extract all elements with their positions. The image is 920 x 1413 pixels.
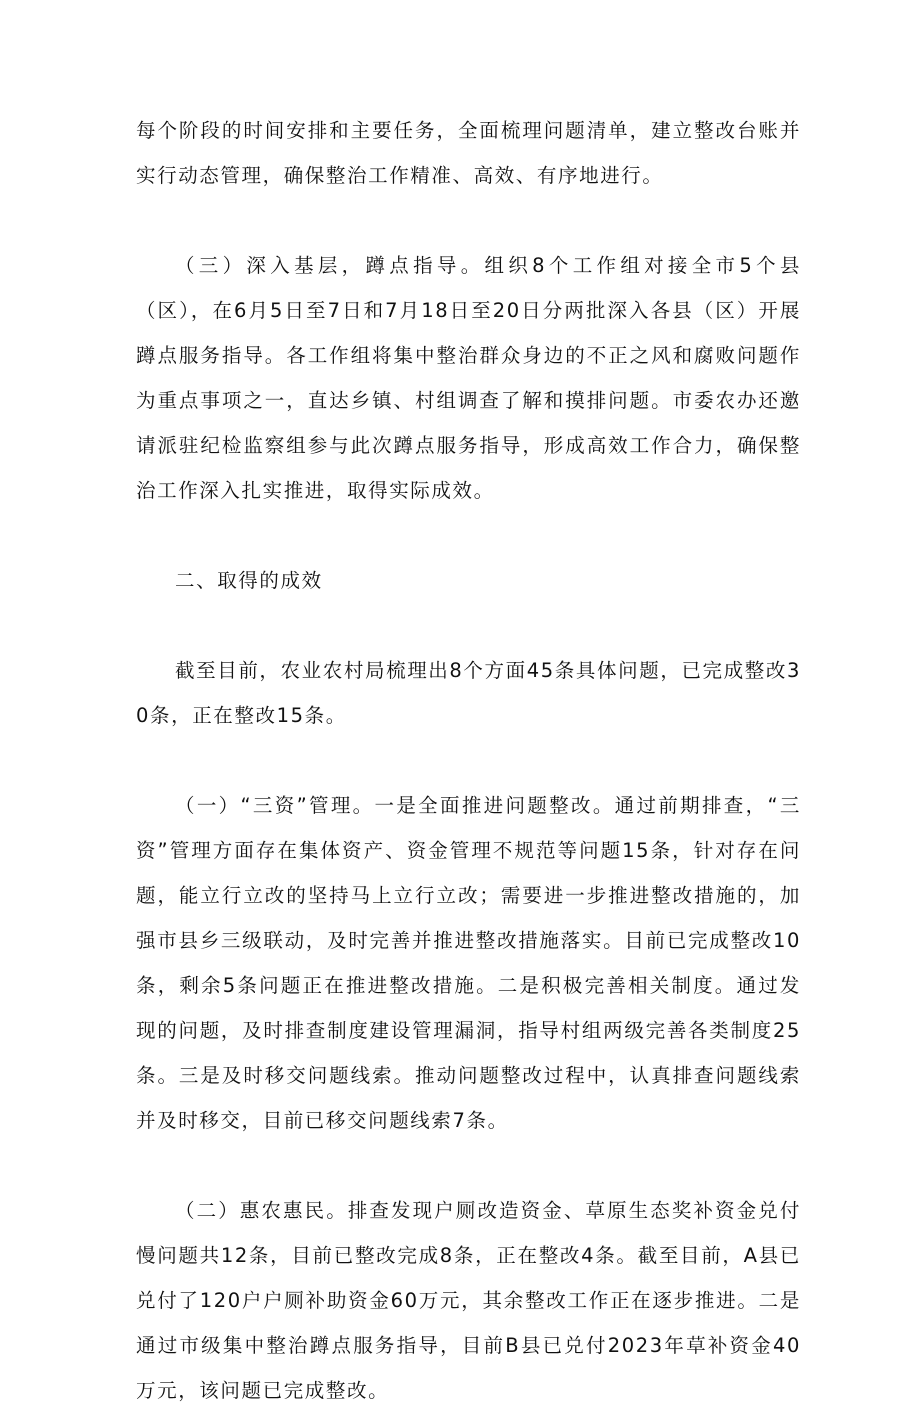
section-heading-achievements: 二、取得的成效	[175, 569, 323, 592]
paragraph-grassroots-guidance: （三）深入基层，蹲点指导。组织8个工作组对接全市5个县（区），在6月5日至7日和7月18日至20日分两批深入各县（区）开展蹲点服务指导。各工作组将集中整治群众身边的不正之风和腐败问题作为重点事项之一，直达乡镇、村组调查了解和摸排问题。市委农办还邀请派驻纪检监察组参与此次蹲点服务指导，形成高效工作合力，确保整治工作深入扎实推进，取得实际成效。	[136, 254, 801, 502]
paragraph-spacer	[136, 1143, 801, 1188]
paragraph-spacer	[136, 513, 801, 558]
paragraph-spacer	[136, 198, 801, 243]
document-body	[136, 108, 801, 1413]
paragraph-farmer-benefits: （二）惠农惠民。排查发现户厕改造资金、草原生态奖补资金兑付慢问题共12条，目前已整改完成8条，正在整改4条。截至目前，A县已兑付了120户户厕补助资金60万元，其余整改工作正在逐步推进。二是通过市级集中整治蹲点服务指导，目前B县已兑付2023年草补资金40万元，该问题已完成整改。	[136, 1199, 801, 1402]
paragraph-spacer	[136, 738, 801, 783]
paragraph-summary-progress: 截至目前，农业农村局梳理出8个方面45条具体问题，已完成整改30条，正在整改15条。	[136, 659, 801, 727]
paragraph-spacer	[136, 603, 801, 648]
paragraph-stage-arrangement: 每个阶段的时间安排和主要任务，全面梳理问题清单，建立整改台账并实行动态管理，确保整治工作精准、高效、有序地进行。	[136, 119, 801, 187]
paragraph-three-assets: （一）“三资”管理。一是全面推进问题整改。通过前期排查，“三资”管理方面存在集体资产、资金管理不规范等问题15条，针对存在问题，能立行立改的坚持马上立行立改；需要进一步推进整改措施的，加强市县乡三级联动，及时完善并推进整改措施落实。目前已完成整改10条，剩余5条问题正在推进整改措施。二是积极完善相关制度。通过发现的问题，及时排查制度建设管理漏洞，指导村组两级完善各类制度25条。三是及时移交问题线索。推动问题整改过程中，认真排查问题线索并及时移交，目前已移交问题线索7条。	[136, 794, 801, 1132]
